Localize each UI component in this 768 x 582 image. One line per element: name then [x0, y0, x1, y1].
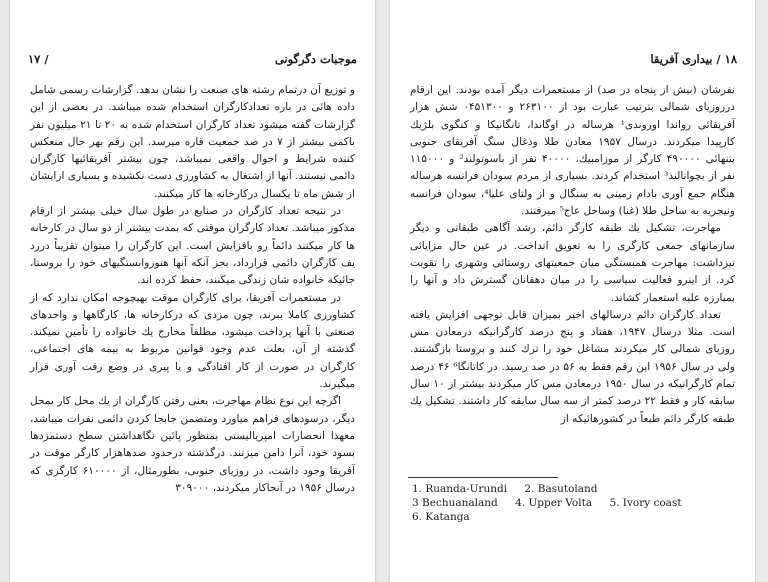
- footnotes: [412, 482, 742, 524]
- footnote-divider: [408, 477, 558, 478]
- left-page: [10, 0, 375, 582]
- left-page-header: [28, 52, 357, 70]
- footnote-row: [412, 510, 742, 524]
- footnote: 3 Bechuanaland: [412, 497, 498, 509]
- footnote: 2. Basutoland: [524, 483, 598, 495]
- footnote-row: [412, 482, 742, 496]
- left-page-body: [30, 82, 355, 497]
- footnote: 5. Ivory coast: [609, 497, 682, 509]
- paragraph: اگرچه این نوع نظام مهاجرت، یعنی رفتن کارگران از یك محل کار بمحل دیگر، درسودهای فراهم میاورد ومتضمن جابجا کردن دائمی نفرات میباشد، معهذا انحصارات امپریالیستی بمنظور پائین نگاهداشتن سطح دستمزدها بسود خود، آنرا دامن میزنند. درگذشته درحدود صدهاهزار کارگر موقت در آفریقا وجود داشت، در روزیای جنوبی، بطورمثال، از ۶۱۰۰۰۰ کارگری که درسال ۱۹۵۶ در آنجاکار میکردند، ۳۰۹۰۰۰: [30, 395, 356, 494]
- right-header-page-number: ۱۸ /: [716, 52, 737, 66]
- paragraph: تعداد کارگران دائم درسالهای اخیر بمیزان قابل توجهی افزایش یافته است. مثلا درسال ۱۹۴۷، هفتاد و پنج درصد کارگرانیکه درمعادن مس روزیای شمالی کار میکردند مشاغل خود را ترك کنند و بروستا بازگشتند. ولی در سال ۱۹۵۶ این رقم فقط به ۵۶ در صد رسید. در کاتانگا⁶ ۴۶ درصد تمام کارگرانیکه در سال ۱۹۵۰ درمعادن مس کار میکردند بیشتر از ۱۰ سال سابقه کار و فقط ۲۲ درصد کمتر از سه سال سابقه کار داشتند. تشکیل یك طبقه کارگر دائم طبعاً در کشورهائیکه از: [410, 308, 736, 425]
- paragraph: در مستعمرات آفریقا، برای کارگران موقت بهیچوجه امکان ندارد که از کشاورزی کاملا ببرند، چون مزدی که درکارخانه ها، کارگاهها و واحدهای صنعتی با آنها پرداخت میشود، مطلقاً مخارج یك خانواده را تأمین نمیکند. گذشته از آن، بعلت عدم وجود قوانین مربوط به بیمه های اجتماعی، کارگران در صورت از کار افتادگی و یا پیری در وضع رقت آوری قرار میگیرند.: [30, 291, 355, 391]
- paragraph: نفرشان (بیش از پنجاه در صد) از مستعمرات دیگر آمده بودند. این ارقام درروزیای شمالی بترتیب عبارت بود از ۲۶۳۱۰۰ و ۰۴۵۱۳۰۰ شش هزار آفریقائی رواندا اوروندی¹ هرساله در اوگاندا، تانگانیکا و کنگوی بلژیك کارپیدا میکردند. درسال ۱۹۵۷ معادن طلا وذغال سنگ آفریقای جنوبی بتنهائی ۴۹۰۰۰۰ کارگر از موزامبیك، ۴۰۰۰۰ نفر از باسوتولند² و ۱۱۵۰۰۰ نفر از بچوانالند³ استخدام کردند. بسیاری از مردم سودان فرانسه هرساله هنگام جمع آوری بادام زمینی به سنگال و از ولتای علیا⁴، سودان فرانسه ونیجریه به ساحل طلا (غنا) وساحل عاج⁵ میرفتند.: [410, 84, 736, 218]
- right-page-body: [410, 82, 735, 428]
- footnote-row: [412, 496, 742, 510]
- footnote: 1. Ruanda-Urundi: [412, 483, 508, 495]
- paragraph: و توزیع آن درتمام رشته های صنعت را نشان بدهد. گزارشات رسمی شامل داده هائی در باره تعدادکارگران استخدام شده میباشد. در بعضی از این گزارشات گفته میشود تعداد کارگران استخدام شده به ۲۰ تا ۲۱ میلیون نفر باکمی بیشتر از ۷ در صد جمعیت قاره میرسد. این رقم بهر حال منعکس کننده شرایط و احوال واقعی نمیباشد، چون بیشتر آفریقائیها کارگران دائمی نیستند. آنها از اشتغال به کشاورزی دست نکشیده و بسیاری ازایشان از شش ماه تا یکسال درکارخانه ها کار میکنند.: [29, 84, 355, 200]
- paragraph: مهاجرت، تشکیل یك طبقه کارگر دائم، رشد آگاهی طبقاتی و دیگر سازمانهای جمعی کارگری را به تعویق انداخت. در عین حال مزایائی نیزداشت: مهاجرت همبستگی میان جمعیتهای روستائی وشهری را تقویت کرد. از اینرو فعالیت سیاسی را در میان دهقانان گسترش داد و آنها را بمبارزه علیه استعمار کشاند.: [410, 222, 735, 304]
- paragraph: در نتیجه تعداد کارگران در صنایع در طول سال خیلی بیشتر از ارقام مذکور میباشد. تعداد کارگران موقتی که بمدت بیشتر از دو سال در کارخانه ها کار میکنند دائماً رو بافزایش است. این کارگران را میتوان تقریباً دررد یف کارگران دائمی قرارداد، بجز آنکه آنها هنوزوابستگیهای خود را بروستا، جائیکه خانواده شان زندگی میکنند، حفظ کرده اند.: [30, 205, 355, 287]
- right-page-header: [408, 52, 737, 70]
- right-page: [390, 0, 755, 582]
- right-header-title: بیداری آفریقا: [650, 52, 713, 66]
- left-header-title: موجبات دگرگونی: [274, 52, 357, 66]
- right-header-page-number-and-title: [650, 52, 737, 66]
- footnote: 6. Katanga: [412, 511, 470, 523]
- footnote: 4. Upper Volta: [515, 497, 593, 509]
- left-header-page-number: / ۱۷: [28, 52, 49, 66]
